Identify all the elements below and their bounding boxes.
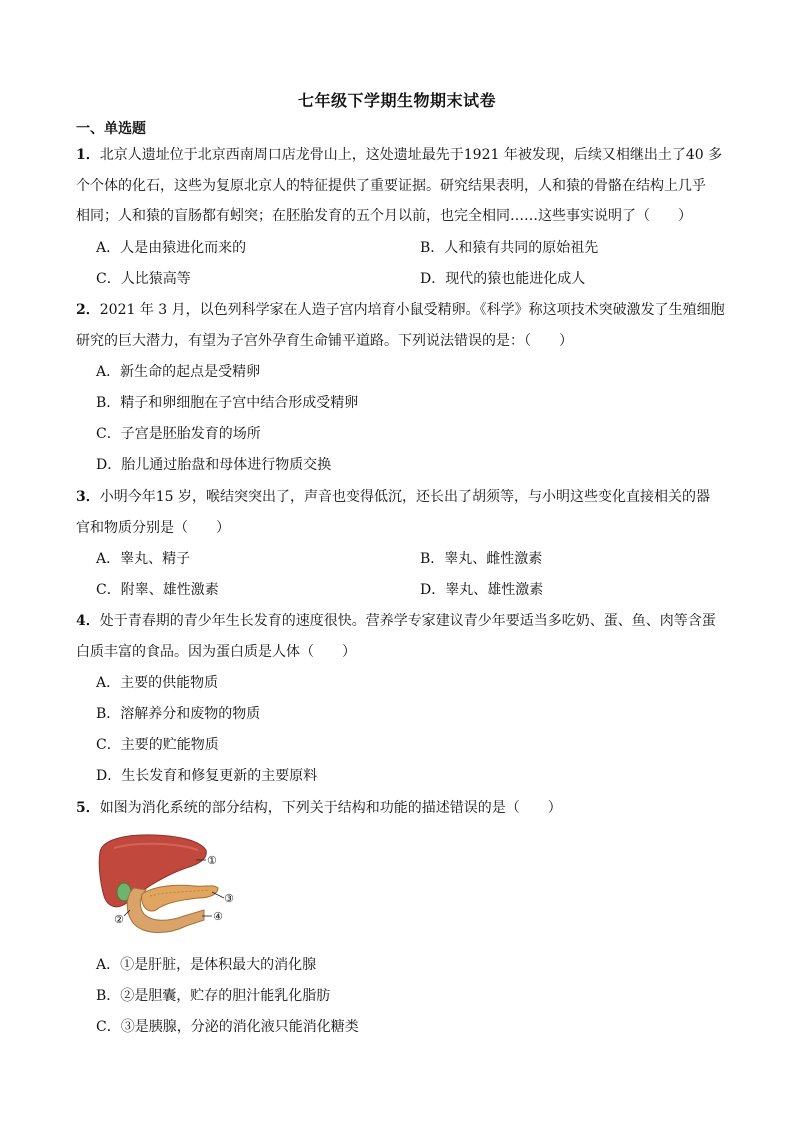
question-4-line-1: 4．处于青春期的青少年生长发育的速度很快。营养学专家建议青少年要适当多吃奶、蛋、鱼、肉等含蛋: [76, 613, 716, 629]
question-3-option-a[interactable]: A．睾丸、精子: [96, 551, 191, 567]
figure-label-1: ①: [207, 854, 217, 867]
question-2-option-a[interactable]: A．新生命的起点是受精卵: [96, 364, 261, 380]
question-3-line-2: 官和物质分别是（ ）: [76, 520, 230, 536]
section-heading: 一、单选题: [76, 121, 146, 137]
question-5-option-c[interactable]: C．③是胰腺，分泌的消化液只能消化糖类: [96, 1019, 359, 1035]
question-1-line-1: 1．北京人遗址位于北京西南周口店龙骨山上，这处遗址最先于1921 年被发现，后续又相继出土了40 多: [76, 147, 723, 163]
question-4-option-b[interactable]: B．溶解养分和废物的物质: [96, 706, 261, 722]
question-1-option-d[interactable]: D．现代的猿也能进化成人: [420, 271, 586, 287]
question-5-option-a[interactable]: A．①是肝脏，是体积最大的消化腺: [96, 957, 317, 973]
figure-label-4: ④: [213, 910, 223, 923]
question-5-line-1: 5．如图为消化系统的部分结构，下列关于结构和功能的描述错误的是（ ）: [76, 800, 562, 816]
question-1-line-2: 个个体的化石，这些为复原北京人的特征提供了重要证据。研究结果表明，人和猿的骨骼在结构上几乎: [76, 178, 706, 194]
question-2-line-2: 研究的巨大潜力，有望为子宫外孕育生命铺平道路。下列说法错误的是：（ ）: [76, 333, 573, 349]
question-3-option-b[interactable]: B．睾丸、雌性激素: [420, 551, 543, 567]
question-3-line-1: 3．小明今年15 岁，喉结突突出了，声音也变得低沉，还长出了胡须等，与小明这些变化直接相关的器: [76, 489, 711, 505]
question-1-line-3: 相同；人和猿的盲肠都有蚓突；在胚胎发育的五个月以前，也完全相同……这些事实说明了（ ）: [76, 208, 692, 224]
figure-label-3: ③: [224, 892, 234, 905]
question-4-option-c[interactable]: C．主要的贮能物质: [96, 737, 219, 753]
question-2-option-c[interactable]: C．子宫是胚胎发育的场所: [96, 426, 261, 442]
question-2-option-d[interactable]: D．胎儿通过胎盘和母体进行物质交换: [96, 457, 332, 473]
pancreas-shape: [142, 885, 218, 911]
digestive-system-figure: [94, 830, 244, 940]
question-1-option-a[interactable]: A．人是由猿进化而来的: [96, 240, 247, 256]
question-2-option-b[interactable]: B．精子和卵细胞在子宫中结合形成受精卵: [96, 395, 359, 411]
question-1-option-b[interactable]: B．人和猿有共同的原始祖先: [420, 240, 599, 256]
question-4-line-2: 白质丰富的食品。因为蛋白质是人体（ ）: [76, 644, 356, 660]
figure-label-2: ②: [114, 913, 124, 926]
question-4-option-a[interactable]: A．主要的供能物质: [96, 675, 219, 691]
page-title: 七年级下学期生物期末试卷: [297, 91, 496, 110]
question-1-option-c[interactable]: C．人比猿高等: [96, 271, 191, 287]
question-3-option-d[interactable]: D．睾丸、雄性激素: [420, 582, 544, 598]
question-4-option-d[interactable]: D．生长发育和修复更新的主要原料: [96, 768, 318, 784]
question-5-option-b[interactable]: B．②是胆囊，贮存的胆汁能乳化脂肪: [96, 988, 331, 1004]
question-3-option-c[interactable]: C．附睾、雄性激素: [96, 582, 219, 598]
question-2-line-1: 2．2021 年 3 月，以色列科学家在人造子宫内培育小鼠受精卵。《科学》称这项技术突破激发了生殖细胞: [76, 302, 725, 318]
